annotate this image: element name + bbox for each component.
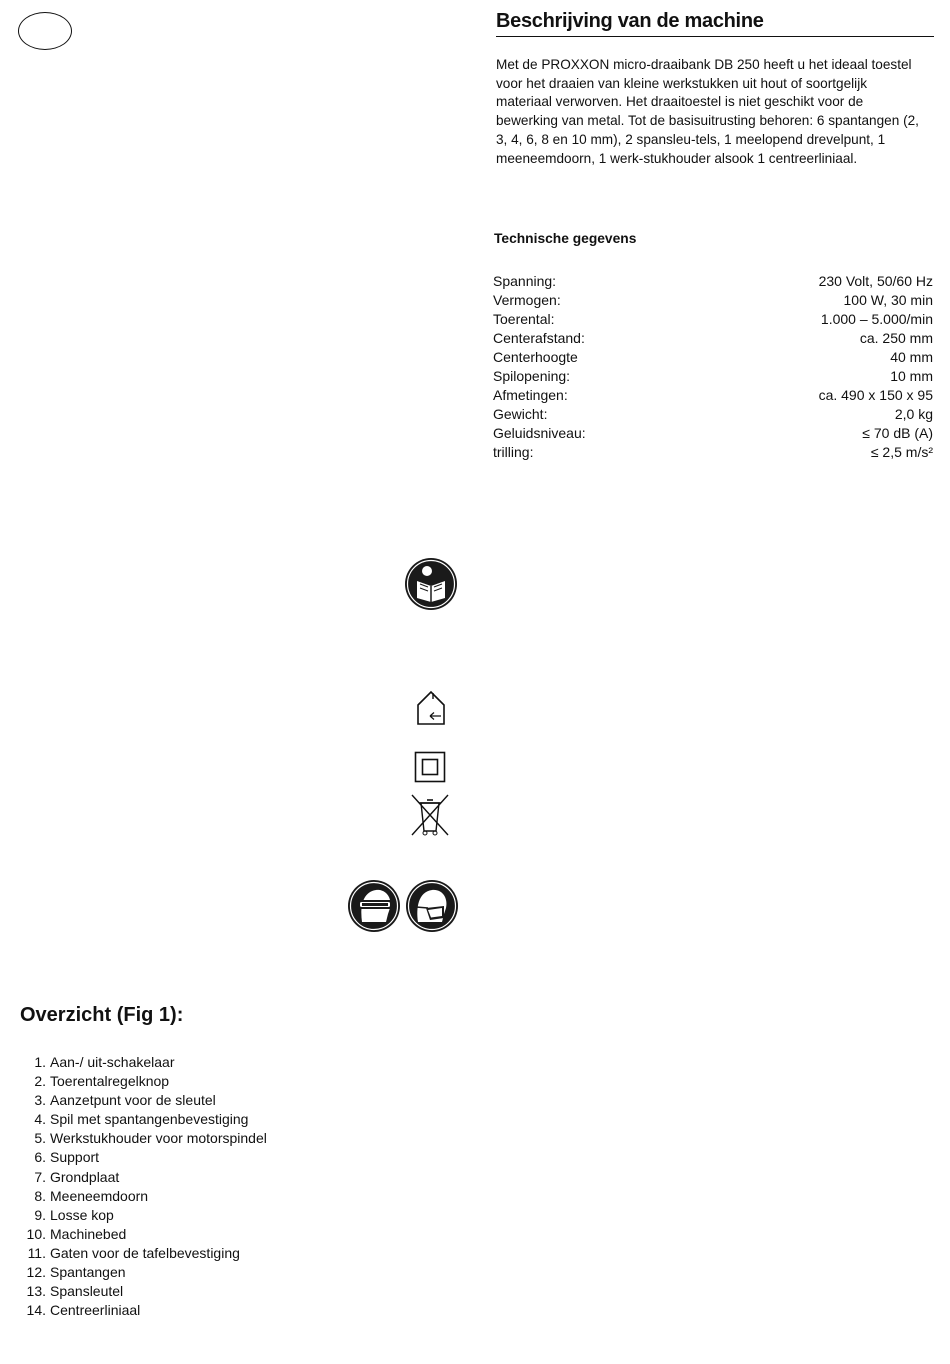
spec-label: Centerafstand: <box>493 330 585 346</box>
read-manual-icon <box>403 556 459 612</box>
spec-value: 40 mm <box>890 349 933 365</box>
list-item <box>18 1091 338 1110</box>
section-title: Beschrijving van de machine <box>496 10 934 37</box>
part-label: Toerentalregelknop <box>50 1073 170 1090</box>
spec-row <box>493 443 933 462</box>
double-insulation-icon <box>414 751 446 783</box>
language-badge <box>18 12 72 50</box>
spec-row <box>493 424 933 443</box>
spec-row <box>493 405 933 424</box>
part-label: Spansleutel <box>50 1283 124 1300</box>
spec-value: 230 Volt, 50/60 Hz <box>818 273 933 289</box>
overview-title: Overzicht (Fig 1): <box>20 1004 184 1026</box>
list-item <box>18 1129 338 1148</box>
part-label: Machinebed <box>50 1225 127 1242</box>
list-item <box>18 1244 338 1263</box>
part-label: Centreerliniaal <box>50 1302 141 1319</box>
spec-value: ≤ 70 dB (A) <box>862 425 933 441</box>
part-label: Spil met spantangenbevestiging <box>50 1111 249 1128</box>
list-item <box>18 1225 338 1244</box>
part-number: 4. <box>34 1111 46 1128</box>
spec-value: ca. 490 x 150 x 95 <box>818 387 933 403</box>
tech-specs-title: Technische gegevens <box>494 231 637 246</box>
part-number: 5. <box>34 1130 46 1147</box>
part-label: Spantangen <box>50 1264 126 1281</box>
list-item <box>18 1187 338 1206</box>
part-label: Gaten voor de tafelbevestiging <box>50 1244 240 1261</box>
part-number: 9. <box>34 1206 46 1223</box>
part-number: 6. <box>34 1149 46 1166</box>
part-label: Werkstukhouder voor motorspindel <box>50 1130 267 1147</box>
list-item <box>18 1072 338 1091</box>
part-number: 8. <box>34 1187 46 1204</box>
eye-protection-icon <box>346 878 402 934</box>
spec-label: trilling: <box>493 444 534 460</box>
part-number: 12. <box>26 1264 46 1281</box>
part-label: Losse kop <box>50 1206 114 1223</box>
parts-list <box>18 1053 338 1320</box>
part-number: 10. <box>26 1225 46 1242</box>
list-item <box>18 1301 338 1320</box>
dust-mask-icon <box>404 878 460 934</box>
part-number: 14. <box>26 1302 46 1319</box>
part-number: 11. <box>27 1244 46 1261</box>
part-number: 2. <box>34 1073 46 1090</box>
part-label: Aan-/ uit-schakelaar <box>50 1054 175 1070</box>
intro-paragraph: Met de PROXXON micro-draaibank DB 250 heeft u het ideaal toestel voor het draaien van kleine werkstukken uit hout of soortgelijk materiaal verworven. Het draaitoestel is niet geschikt voor de bewerking van metal. Tot de basisuitrusting behoren: 6 spantangen (2, 3, 4, 6, 8 en 10 mm), 2 spansleu-tels, 1 meelopend drevelpunt, 1 meeneemdoorn, 1 werk-stukhouder alsook 1 centreerliniaal. <box>496 57 919 166</box>
tech-specs-table <box>493 272 933 462</box>
spec-label: Centerhoogte <box>493 349 578 365</box>
spec-value: 100 W, 30 min <box>843 292 933 308</box>
spec-label: Vermogen: <box>493 292 561 308</box>
spec-value: ca. 250 mm <box>859 330 933 346</box>
part-number: 1. <box>34 1054 46 1070</box>
spec-row <box>493 367 933 386</box>
spec-value: ≤ 2,5 m/s² <box>870 444 933 460</box>
part-label: Support <box>50 1149 100 1166</box>
part-number: 13. <box>26 1283 46 1300</box>
spec-label: Spanning: <box>493 273 557 289</box>
list-item <box>18 1148 338 1167</box>
list-item <box>18 1263 338 1282</box>
list-item <box>18 1110 338 1129</box>
spec-row <box>493 386 933 405</box>
part-label: Grondplaat <box>50 1168 120 1185</box>
list-item <box>18 1206 338 1225</box>
part-number: 3. <box>34 1092 46 1109</box>
spec-row <box>493 291 933 310</box>
spec-row <box>493 310 933 329</box>
part-label: Aanzetpunt voor de sleutel <box>50 1092 216 1109</box>
spec-row <box>493 272 933 291</box>
part-number: 7. <box>34 1168 46 1185</box>
crossed-bin-icon <box>409 793 451 837</box>
spec-label: Gewicht: <box>493 406 548 422</box>
spec-row <box>493 329 933 348</box>
list-item <box>18 1053 338 1072</box>
spec-value: 10 mm <box>890 368 933 384</box>
spec-label: Afmetingen: <box>493 387 568 403</box>
indoor-use-icon <box>415 689 447 727</box>
spec-value: 2,0 kg <box>894 406 933 422</box>
spec-label: Toerental: <box>493 311 555 327</box>
part-label: Meeneemdoorn <box>50 1187 149 1204</box>
list-item <box>18 1282 338 1301</box>
spec-label: Spilopening: <box>493 368 571 384</box>
spec-row <box>493 348 933 367</box>
list-item <box>18 1168 338 1187</box>
spec-label: Geluidsniveau: <box>493 425 586 441</box>
spec-value: 1.000 – 5.000/min <box>820 311 933 327</box>
